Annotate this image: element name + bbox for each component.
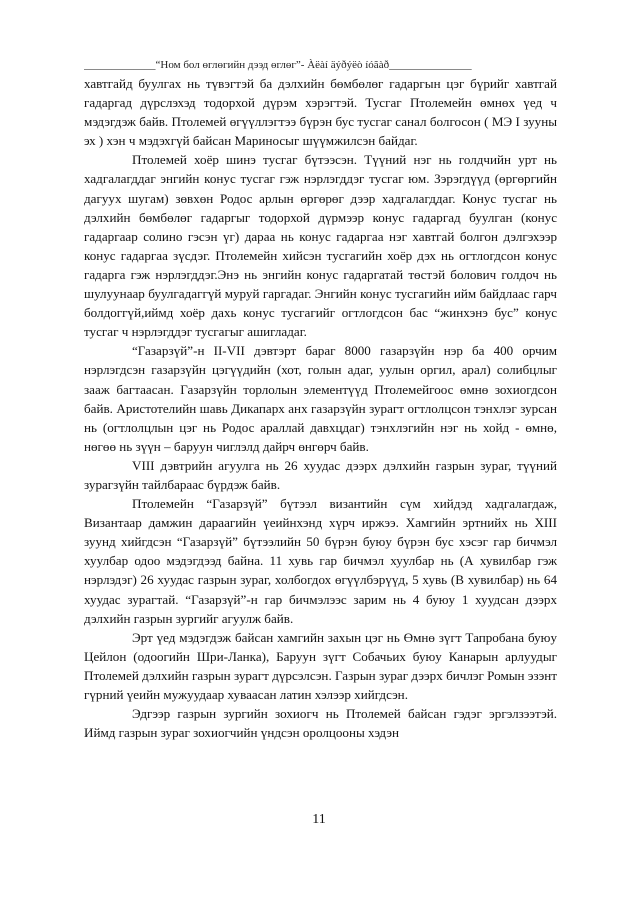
- paragraph-1: хавтгайд буулгах нь түвэгтэй ба дэлхийн бөмбөлөг гадаргын цэг бүрийг хавтгай гадаргад дүрслэхэд тодорхой дүрэм хэрэгтэй. Тусгаг Птолемейн өмнөх үед ч мэдэгдэж байв. Птолемей өгүүллэгтээ бүрэн бус тусгаг санал болгосон ( МЭ I зууны эх ) хэн ч мэдэхгүй байсан Мариносыг шүүмжилсэн байдаг.: [84, 76, 557, 149]
- body-text: [84, 74, 557, 742]
- paragraph-2: Птолемей хоёр шинэ тусгаг бүтээсэн. Түүний нэг нь голдчийн урт нь хадгалагддаг энгийн конус тусгаг гэж нэрлэгддэг тусгаг юм. Зэрэгдүүд (өргөргийн дагуух шугам) зөвхөн Родос арлын өргөрөг дээр хадгалагддаг. Конус тусгаг нь дэлхийн бөмбөлөг гадаргыг тодорхой дүрмээр конус гадаргад буулган (конус гадаргаар солино гэсэн үг) дараа нь конус гадаргаа нэг хавтгай болгон дэлгэхээр конус гадаргаа зүсдэг. Птолемейн хийсэн тусгагийн хоёр дэх нь огтлогдсон конус гадарга гэж нэрлэгддэг.Энэ нь энгийн конус гадаргатай төстэй болович голдоч нь шулуунаар буулгадаггүй муруй гаргадаг. Энгийн конус тусгагийн ийм байдлаас гарч болдоггүй,иймд хоёр дахь конус тусгагийг огтлогдсон бас “жинхэнэ бус” конус тусгаг ч нэрлэгддэг тусгагыг ашигладаг.: [84, 152, 557, 340]
- paragraph-3: “Газарзүй”-н II-VII дэвтэрт бараг 8000 газарзүйн нэр ба 400 орчим нэрлэгдсэн газарзүйн цэгүүдийн (хот, голын адаг, уулын оргил, арал) солибцлыг зааж багтаасан. Газарзүйн торлолын элементүүд Птолемейгоос өмнө зохиогдсон байв. Аристотелийн шавь Дикапарх анх газарзүйн зурагт огтлолцсон тэнхлэг зурсан нь (огтлолцлын цэг нь Родос араллай давхцдаг) тэнхлэгийн нэг нь хойд - өмнө, нөгөө нь зүүн – баруун чиглэлд дайрч өнгөрч байв.: [84, 343, 557, 454]
- paragraph-7: Эдгээр газрын зургийн зохиогч нь Птолемей байсан гэдэг эргэлзээтэй. Иймд газрын зураг зохиогчийн үндсэн оролцооны хэдэн: [84, 706, 557, 741]
- page-number: 11: [312, 812, 326, 827]
- paragraph-4: VIII дэвтрийн агуулга нь 26 хуудас дээрх дэлхийн газрын зураг, түүний зурагзүйн тайлбараас бүрдэж байв.: [84, 457, 557, 492]
- running-header: _____________“Ном бол өглөгийн дээд өглөг”- Àëàí äýðýëò íóãàð_______________: [84, 59, 472, 71]
- paragraph-5: Птолемейн “Газарзүй” бүтээл византийн сүм хийдэд хадгалагдаж, Византаар дамжин дараагийн үеийнхэнд хүрч иржээ. Хамгийн эртнийх нь XIII зуунд хийгдсэн “Газарзүй” бүтээлийн 50 бүрэн буюу бүрэн бус хэсэг гар бичмэл хуулбар одоо мэдэгдээд байна. 11 хувь гар бичмэл хуулбар нь (А хувилбар гэж нэрлэдэг) 26 хуудас газрын зураг, холбогдох өгүүлбэрүүд, 5 хувь (В хувилбар) нь 64 хуудас зурагтай. “Газарзүй”-н гар бичмэлээс зарим нь 4 буюу 1 хуудсан дээрх дэлхийн газрын зургийг агуулж байв.: [84, 496, 557, 626]
- paragraph-6: Эрт үед мэдэгдэж байсан хамгийн захын цэг нь Өмнө зүгт Тапробана буюу Цейлон (одоогийн Шри-Ланка), Баруун зүгт Собачьих буюу Канарын арлуудыг Птолемей дэлхийн газрын зурагт дүрсэлсэн. Газрын зураг дээрх бичлэг Ромын эзэнт гүрний үеийн мужуудаар хуваасан латин хэлээр хийгдсэн.: [84, 629, 557, 702]
